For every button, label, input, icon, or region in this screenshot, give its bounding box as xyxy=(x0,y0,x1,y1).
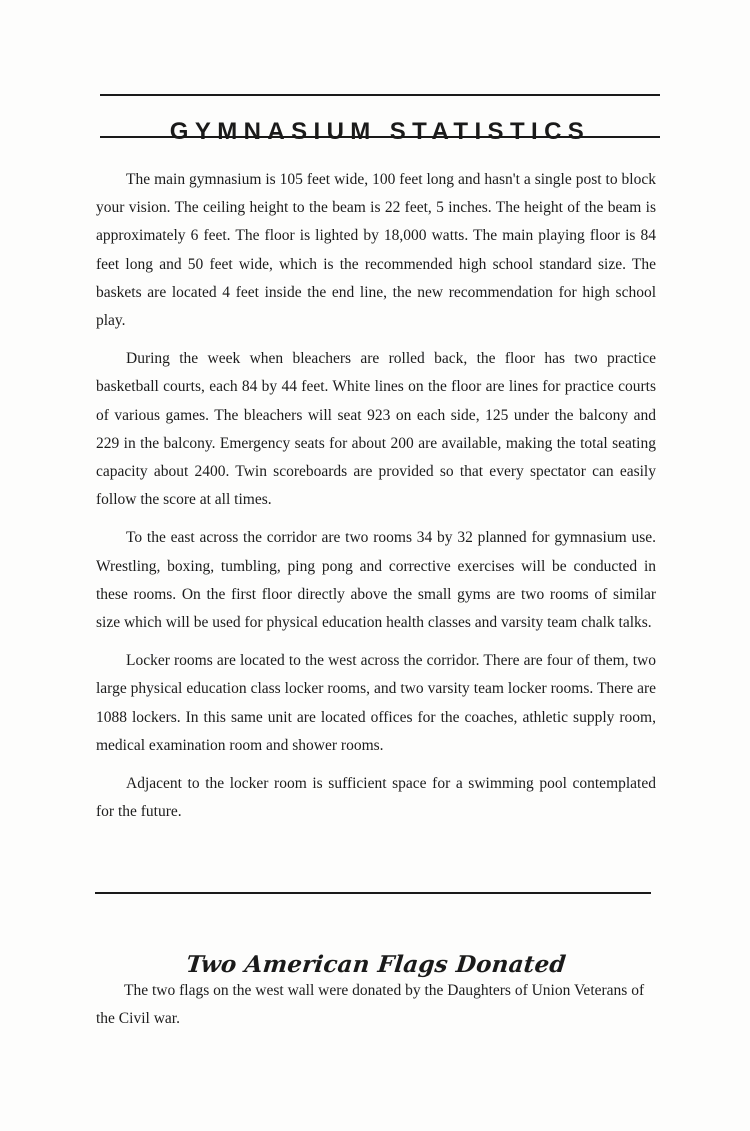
paragraph-flags: The two flags on the west wall were donated by the Daughters of Union Veterans of the Civil war. xyxy=(96,982,645,1028)
section-divider-rule xyxy=(95,892,651,894)
page-title: GYMNASIUM STATISTICS xyxy=(169,118,591,146)
flags-body xyxy=(96,977,656,1033)
paragraph-dimensions: The main gymnasium is 105 feet wide, 100 feet long and hasn't a single post to block your vision. The ceiling height to the beam is 22 feet, 5 inches. The height of the beam is approximately 6 feet. The floor is lighted by 18,000 watts. The main playing floor is 84 feet long and 50 feet wide, which is the recommended high school standard size. The baskets are located 4 feet inside the end line, the new recommendation for high school play. xyxy=(96,171,656,330)
flags-heading: Two American Flags Donated xyxy=(184,951,568,979)
top-rule xyxy=(100,94,660,96)
gymnasium-statistics-body xyxy=(96,166,656,826)
paragraph-bleachers: During the week when bleachers are rolled back, the floor has two practice basketball courts, each 84 by 44 feet. White lines on the floor are lines for practice courts of various games. The bleachers will seat 923 on each side, 125 under the balcony and 229 in the balcony. Emergency seats for about 200 are available, making the total seating capacity about 2400. Twin scoreboards are provided so that every spectator can easily follow the score at all times. xyxy=(96,350,656,509)
title-underline-rule xyxy=(100,136,660,138)
paragraph-swimming-pool: Adjacent to the locker room is sufficient space for a swimming pool contemplated for the future. xyxy=(96,775,656,821)
paragraph-small-gyms: To the east across the corridor are two rooms 34 by 32 planned for gymnasium use. Wrestling, boxing, tumbling, ping pong and corrective exercises will be conducted in these rooms. On the first floor directly above the small gyms are two rooms of similar size which will be used for physical education health classes and varsity team chalk talks. xyxy=(96,529,656,632)
paragraph-locker-rooms: Locker rooms are located to the west across the corridor. There are four of them, two large physical education class locker rooms, and two varsity team locker rooms. There are 1088 lockers. In this same unit are located offices for the coaches, athletic supply room, medical examination room and shower rooms. xyxy=(96,652,656,754)
